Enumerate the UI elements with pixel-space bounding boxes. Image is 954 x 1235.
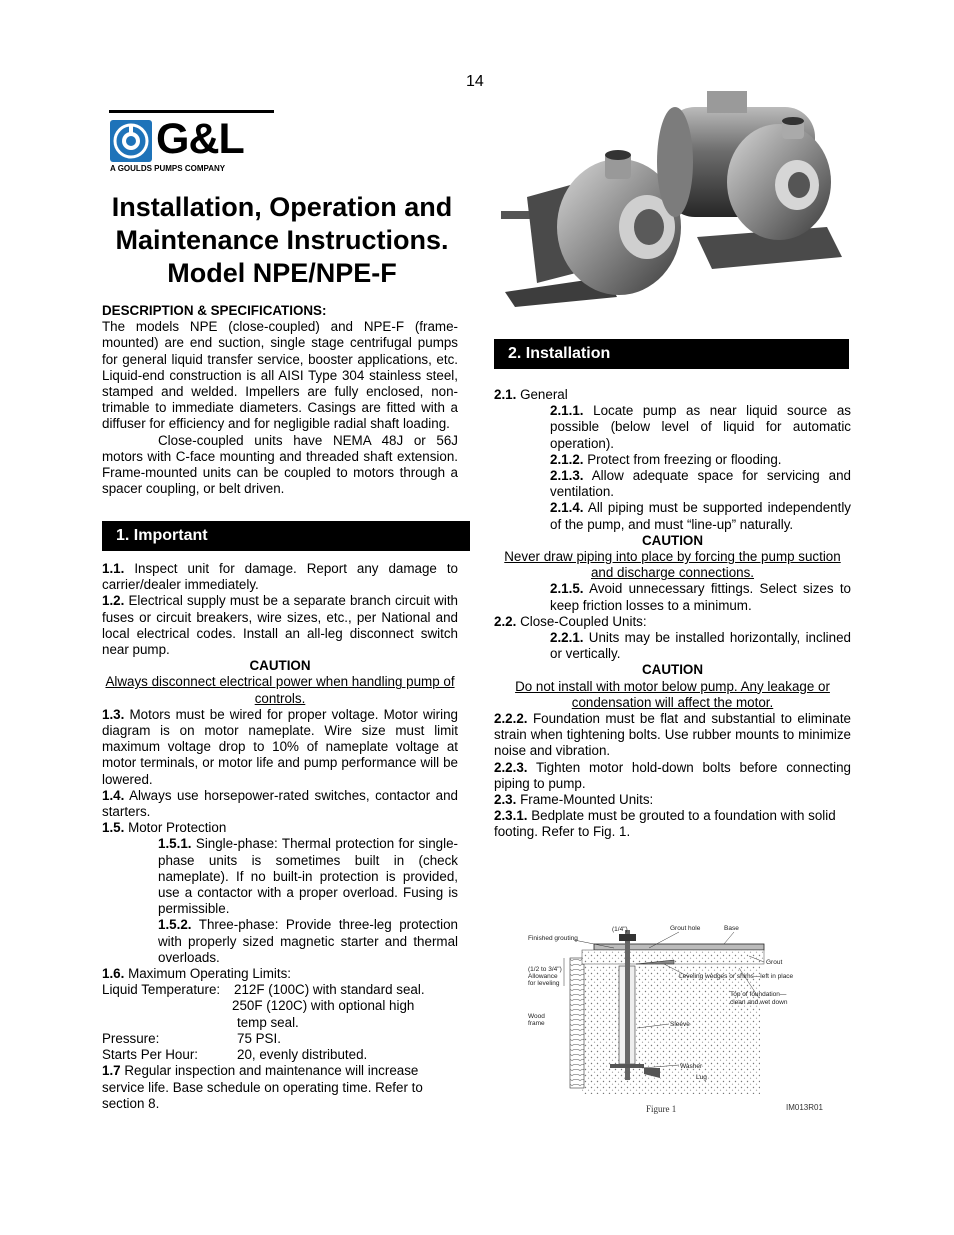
title-line-2: Maintenance Instructions. <box>115 225 449 255</box>
description-section <box>102 303 458 497</box>
title-line-1: Installation, Operation and <box>111 192 453 222</box>
spec-starts-per-hour: Starts Per Hour: 20, evenly distributed. <box>102 1047 368 1063</box>
installation-heading: 2. Installation <box>494 339 849 369</box>
item-1-5-2: 1.5.2. Three-phase: Provide three-leg protection with properly sized magnetic starter and thermal overloads. <box>158 917 458 965</box>
fig-label-allowance-2: Allowance <box>528 973 558 980</box>
fig-label-allowance-3: for leveling <box>528 980 560 987</box>
foundation-figure <box>524 918 830 1121</box>
item-2-1: 2.1. General <box>494 387 568 402</box>
caution-label: CAUTION <box>249 658 311 674</box>
document-title <box>101 191 463 290</box>
item-1-5: 1.5. Motor Protection <box>102 820 227 836</box>
caution-label: CAUTION <box>642 532 703 548</box>
fig-label-wood-1: Wood <box>528 1013 545 1020</box>
page-number: 14 <box>466 73 484 90</box>
fig-label-quarter: (1/4") <box>612 926 628 933</box>
caution-text: Never draw piping into place by forcing the pump suction and discharge connections. <box>504 549 841 581</box>
item-2-1-3: 2.1.3. Allow adequate space for servicing and ventilation. <box>550 468 851 500</box>
fig-label-top-2: clean and wet down <box>730 999 788 1006</box>
logo-letters: G&L <box>156 115 244 163</box>
item-1-7: 1.7 Regular inspection and maintenance will increase service life. Base schedule on operating time. Refer to section 8. <box>102 1063 423 1111</box>
pump-photo <box>497 87 849 310</box>
figure-caption: Figure 1 <box>646 1104 677 1114</box>
important-heading: 1. Important <box>102 521 470 551</box>
fig-label-lug: Lug <box>696 1074 707 1081</box>
item-2-2-3: 2.2.3. Tighten motor hold-down bolts before connecting piping to pump. <box>494 759 851 791</box>
item-2-2-2: 2.2.2. Foundation must be flat and substantial to eliminate strain when tightening bolts. Use rubber mounts to minimize noise and vibration. <box>494 711 851 759</box>
item-2-2: 2.2. Close-Coupled Units: <box>494 613 647 629</box>
item-1-2: 1.2. Electrical supply must be a separate branch circuit with fuses or circuit breakers, wire sizes, etc., per National and local electrical codes. Install an all-leg disconnect switch near pump. <box>102 593 458 658</box>
item-1-4: 1.4. Always use horsepower-rated switches, contactor and starters. <box>102 787 458 820</box>
fig-label-top-1: Top of foundation— <box>730 991 787 998</box>
caution-label: CAUTION <box>642 662 703 678</box>
item-1-1: 1.1. Inspect unit for damage. Report any damage to carrier/dealer immediately. <box>102 561 458 593</box>
item-2-1-5: 2.1.5. Avoid unnecessary fittings. Select sizes to keep friction losses to a minimum. <box>550 581 851 613</box>
caution-text: Do not install with motor below pump. Any leakage or condensation will affect the motor. <box>515 678 830 710</box>
title-line-3: Model NPE/NPE-F <box>167 258 397 288</box>
item-2-3: 2.3. Frame-Mounted Units: <box>494 792 654 808</box>
logo-rule <box>109 110 274 113</box>
goulds-logo-icon <box>110 120 152 162</box>
item-1-3: 1.3. Motors must be wired for proper voltage. Motor wiring diagram is on motor nameplate. Wire size must limit maximum voltage drop to 10% of nameplate voltage at motor terminals, or motor life and pump performance will be lowered. <box>102 706 458 787</box>
important-section: 1.1. Inspect unit for damage. Report any damage to carrier/dealer immediately. 1.2. Electrical supply must be a separate branch circuit with fuses or circuit breakers, wire sizes, etc., per National and local electrical codes. Install an all-leg disconnect switch near pump. CAUTION Always disconnect electrical power when handling pump of controls. 1.3. Motors must be wired for proper voltage. Motor wiring diagram is on motor nameplate. Wire size must limit maximum voltage drop to 10% of nameplate voltage at motor terminals, or motor life and pump performance will be lowered. 1.4. Always use horsepower-rated switches, contactor and starters. 1.5. Motor Protection 1.5.1. Single-phase: Thermal protection for single-phase units is sometimes built in (check nameplate). If no built-in protection is provided, use a contactor with a proper overload. Fusing is permissible. 1.5.2. Three-phase: Provide three-leg protection with properly sized magnetic starter and thermal overloads. 1.6. Maximum Operating Limits: Liquid Temperature: 212F (100C) with standard seal. 250F (120C) with optional high temp seal. Pressure: 75 PSI. Starts Per Hour: 20, evenly distributed. 1.7 Regular inspection and maintenance will increase service life. Base schedule on operating time. Refer to section 8. <box>102 561 458 1111</box>
description-para-1: The models NPE (close-coupled) and NPE-F (frame-mounted) are end suction, single stage centrifugal pumps for general liquid transfer service, booster applications, etc. Liquid-end construction is all AISI Type 304 stainless steel, stamped and welded. Impellers are fully enclosed, non-trimable to immediate diameters. Casings are fitted with a diffuser for efficiency and for negligible radial shaft loading. <box>102 319 458 432</box>
item-1-5-1: 1.5.1. Single-phase: Thermal protection for single-phase units is sometimes built in (check nameplate). If no built-in protection is provided, use a contactor with a proper overload. Fusing is permissible. <box>158 836 458 917</box>
fig-label-leveling: Leveling wedges or shims—left in place <box>679 973 794 980</box>
item-2-1-2: 2.1.2. Protect from freezing or flooding. <box>550 451 782 467</box>
logo-company: A GOULDS PUMPS COMPANY <box>110 164 226 173</box>
fig-label-base: Base <box>724 925 739 932</box>
fig-label-grout-hole: Grout hole <box>670 925 701 932</box>
description-heading: DESCRIPTION & SPECIFICATIONS: <box>102 303 327 318</box>
spec-pressure: Pressure: 75 PSI. <box>102 1030 281 1046</box>
item-2-3-1: 2.3.1. Bedplate must be grouted to a foundation with solid footing. Refer to Fig. 1. <box>494 808 836 840</box>
gl-logo <box>109 110 274 176</box>
fig-label-grout: Grout <box>766 959 783 966</box>
fig-label-washer: Washer <box>680 1063 703 1070</box>
fig-label-finished-grouting: Finished grouting <box>528 935 578 942</box>
item-2-1-4: 2.1.4. All piping must be supported independently of the pump, and must “line-up” naturally. <box>550 500 851 532</box>
figure-code: IM013R01 <box>786 1103 823 1112</box>
fig-label-allowance-1: (1/2 to 3/4") <box>528 966 562 973</box>
fig-label-sleeve: Sleeve <box>670 1021 690 1028</box>
caution-text: Always disconnect electrical power when handling pump of controls. <box>105 674 455 706</box>
item-2-2-1: 2.2.1. Units may be installed horizontally, inclined or vertically. <box>550 630 851 662</box>
description-para-2: Close-coupled units have NEMA 48J or 56J motors with C-face mounting and threaded shaft extension. Frame-mounted units can be coupled to motors through a spacer coupling, or belt driven. <box>102 432 458 497</box>
installation-section <box>494 387 851 841</box>
fig-label-wood-2: frame <box>528 1020 545 1027</box>
spec-liquid-temperature: Liquid Temperature: 212F (100C) with standard seal. <box>102 982 425 998</box>
item-2-1-1: 2.1.1. Locate pump as near liquid source as possible (below level of liquid for automatic operation). <box>550 403 851 451</box>
item-1-6: 1.6. Maximum Operating Limits: <box>102 966 292 982</box>
